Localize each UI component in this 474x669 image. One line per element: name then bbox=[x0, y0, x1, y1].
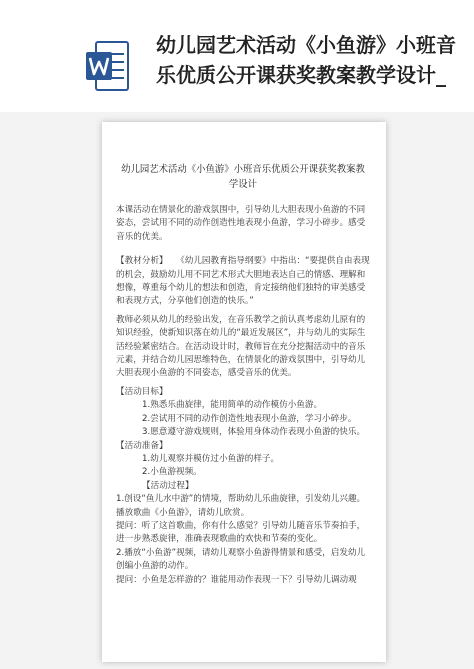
analysis-paragraph-2: 教师必须从幼儿的经验出发，在音乐教学之前认真考虑幼儿原有的知识经验，使新知识落在幼儿的“最近发展区”，并与幼儿的实际生活经验紧密结合。在活动设计时，教师旨在充分挖掘活动中的音乐元素，并结合幼儿园思维特色，在情景化的游戏氛围中，引导幼儿大胆表现小鱼游的不同姿态，感受音乐的优美。 bbox=[116, 314, 366, 379]
process-item: 提问：小鱼是怎样游的？谁能用动作表现一下？引导幼儿调动观 bbox=[116, 574, 357, 585]
process-heading: 【活动过程】 bbox=[142, 480, 194, 491]
prep-item: 1.幼儿观察并模仿过小鱼游的样子。 bbox=[142, 453, 280, 464]
goal-item: 2.尝试用不同的动作创造性地表现小鱼游，学习小碎步。 bbox=[142, 413, 357, 424]
word-document-icon bbox=[86, 40, 130, 92]
goal-item: 3.愿意遵守游戏规则，体验用身体动作表现小鱼游的快乐。 bbox=[142, 427, 366, 438]
header-banner bbox=[0, 0, 474, 112]
prep-item: 2.小鱼游视频。 bbox=[142, 467, 202, 478]
document-title: 幼儿园艺术活动《小鱼游》小班音乐优质公开课获奖教案教学设计 bbox=[121, 164, 365, 190]
process-item: 提问：听了这首歌曲，你有什么感觉？引导幼儿随音乐节奏拍手，进一步熟悉旋律，准确表现歌曲的欢快和节奏的变化。 bbox=[116, 520, 366, 545]
intro-paragraph: 本课活动在情景化的游戏氛围中，引导幼儿大胆表现小鱼游的不同姿态，尝试用不同的动作创造性地表现小鱼游，学习小碎步。感受音乐的优美。 bbox=[116, 205, 366, 242]
document-page bbox=[102, 122, 386, 662]
process-item: 1.创设“鱼儿水中游”的情境，帮助幼儿乐曲旋律，引发幼儿兴趣。播放歌曲《小鱼游》，请幼儿欣赏。 bbox=[116, 494, 366, 518]
analysis-paragraph-1: 【教材分析】 《幼儿园教育指导纲要》中指出：“要提供自由表现的机会，鼓励幼儿用不同艺术形式大胆地表达自己的情感、理解和想像，尊重每个幼儿的想法和创造，肯定接纳他们独特的审美感受和表现方式，分享他们创造的快乐。” bbox=[116, 256, 370, 307]
page-content bbox=[116, 162, 370, 658]
process-item: 2.播放“小鱼游”视频，请幼儿观察小鱼游得情景和感受，启发幼儿创编小鱼游的动作。 bbox=[116, 547, 366, 572]
goal-item: 1.熟悉乐曲旋律，能用简单的动作模仿小鱼游。 bbox=[142, 400, 323, 411]
goals-heading: 【活动目标】 bbox=[116, 386, 168, 397]
prep-heading: 【活动准备】 bbox=[116, 440, 168, 451]
header-title: 幼儿园艺术活动《小鱼游》小班音乐优质公开课获奖教案教学设计_ bbox=[156, 33, 456, 87]
